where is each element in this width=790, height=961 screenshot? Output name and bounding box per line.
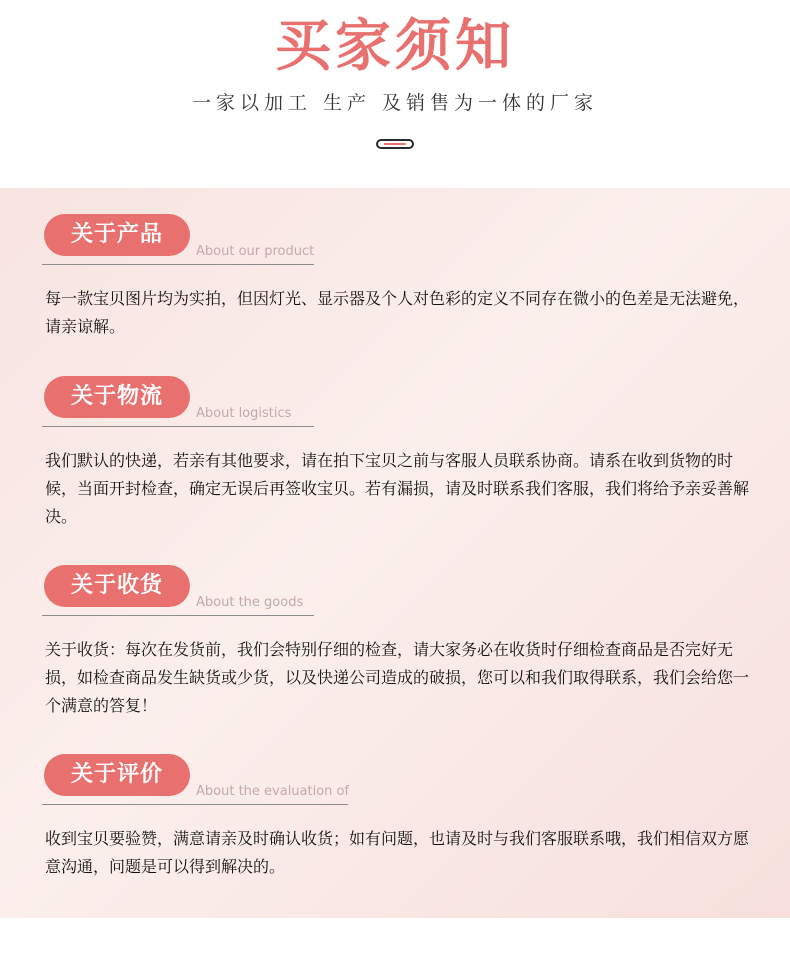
page-subtitle: 一家以加工 生产 及销售为一体的厂家 bbox=[191, 92, 599, 114]
section-underline bbox=[42, 264, 314, 265]
footer-space bbox=[0, 918, 790, 961]
section-title-pill: 关于收货 bbox=[44, 565, 190, 607]
section-body-text: 关于收货：每次在发货前，我们会特别仔细的检查，请大家务必在收货时仔细检查商品是否完好无损，如检查商品发生缺货或少货，以及快递公司造成的破损，您可以和我们取得联系，我们会给您一个满意的答复！ bbox=[45, 640, 750, 715]
divider-pill-icon bbox=[376, 139, 414, 149]
section-subtitle-en: About our product bbox=[196, 244, 315, 259]
section-body-text: 我们默认的快递，若亲有其他要求，请在拍下宝贝之前与客服人员联系协商。请系在收到货物的时候，当面开封检查，确定无误后再签收宝贝。若有漏损，请及时联系我们客服，我们将给予亲妥善解决。 bbox=[45, 451, 750, 526]
section-subtitle-en: About logistics bbox=[196, 406, 292, 421]
section-underline bbox=[42, 426, 314, 427]
page-title: 买家须知 bbox=[275, 14, 515, 79]
section-subtitle-en: About the evaluation of bbox=[196, 784, 350, 799]
header bbox=[0, 0, 790, 188]
section-subtitle-en: About the goods bbox=[196, 595, 304, 610]
section-title-pill: 关于评价 bbox=[44, 754, 190, 796]
section-title-pill: 关于物流 bbox=[44, 376, 190, 418]
section-underline bbox=[42, 804, 348, 805]
section-underline bbox=[42, 615, 314, 616]
section-body-text: 收到宝贝要验赞，满意请亲及时确认收货；如有问题，也请及时与我们客服联系哦，我们相信双方愿意沟通，问题是可以得到解决的。 bbox=[45, 829, 750, 876]
section-body-text: 每一款宝贝图片均为实拍，但因灯光、显示器及个人对色彩的定义不同存在微小的色差是无法避免，请亲谅解。 bbox=[45, 289, 750, 336]
section-title-pill: 关于产品 bbox=[44, 214, 190, 256]
